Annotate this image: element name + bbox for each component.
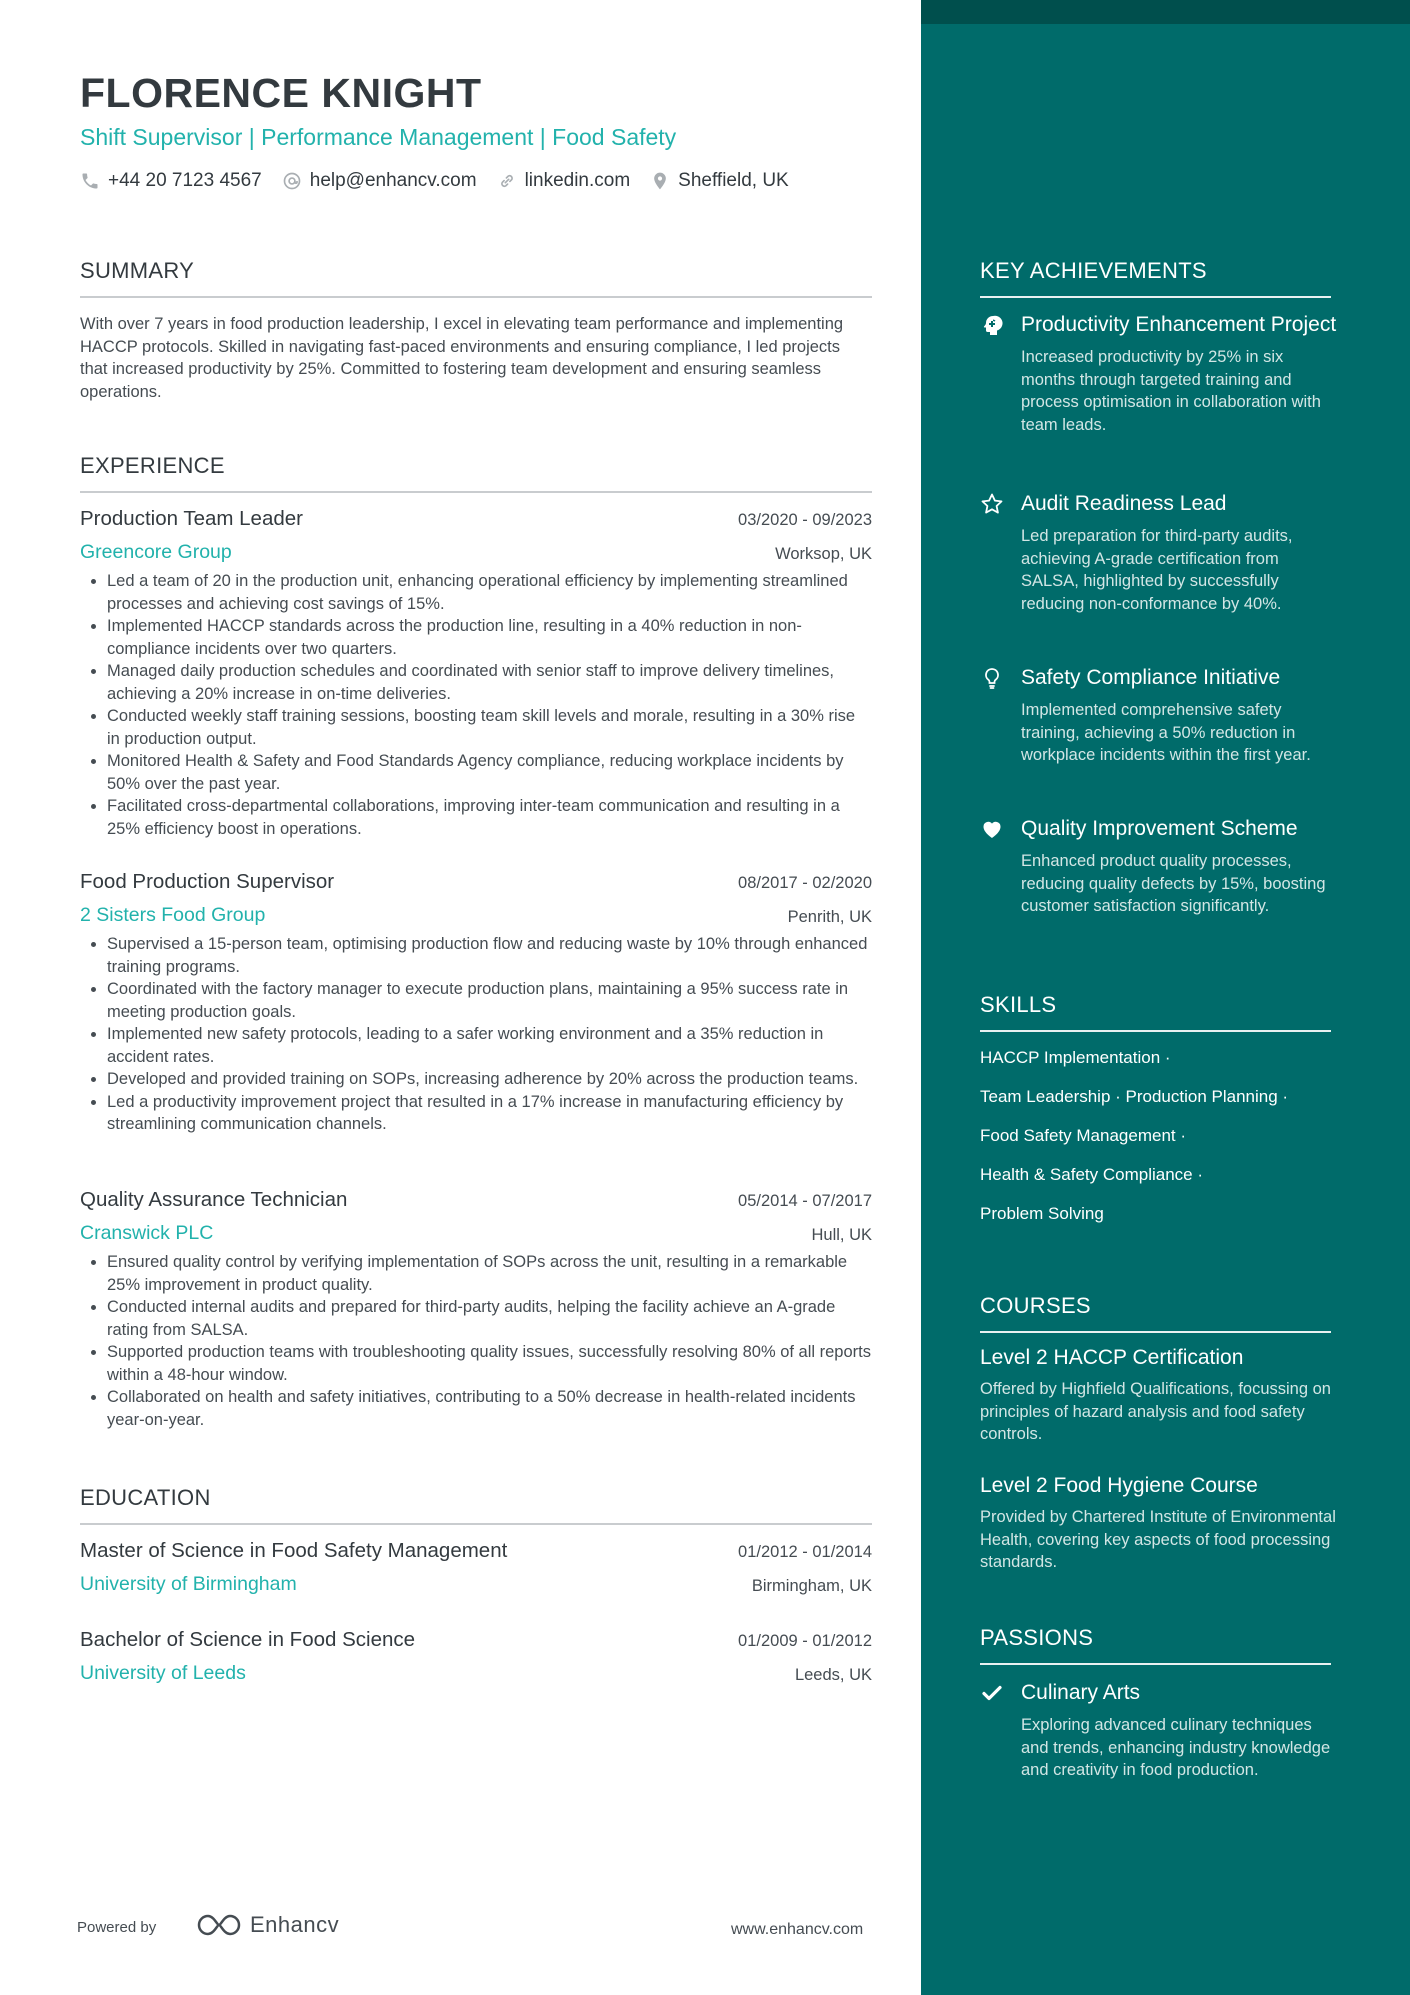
job-bullet: • Managed daily production schedules and coordinated with senior staff to improve delivery timelines, achieving a 20% increase in on-time deliveries.: [107, 660, 872, 705]
job-location: Worksop, UK: [775, 545, 872, 563]
job-bullet: • Supported production teams with troubleshooting quality issues, successfully resolving 80% of all reports within a 48-hour window.: [107, 1341, 872, 1386]
job-bullet: • Coordinated with the factory manager to execute production plans, maintaining a 95% success rate in meeting production goals.: [107, 978, 872, 1023]
job-location: Penrith, UK: [787, 908, 872, 926]
headline: Shift Supervisor | Performance Management | Food Safety: [80, 124, 677, 150]
education-entry: [80, 1628, 872, 1685]
passion-item: [980, 1679, 1340, 1782]
job-bullet: • Developed and provided training on SOPs, increasing adherence by 20% across the production teams.: [107, 1068, 872, 1091]
contact-bar: [80, 170, 809, 192]
education-date: 01/2012 - 01/2014: [738, 1543, 872, 1561]
location-text: Sheffield, UK: [678, 170, 789, 191]
job-title: Production Team Leader: [80, 507, 303, 530]
achievement-title: Productivity Enhancement Project: [1021, 313, 1337, 336]
education-divider: [80, 1523, 872, 1525]
achievement-title: Audit Readiness Lead: [1021, 492, 1227, 515]
job-bullets: [80, 933, 872, 1136]
enhancv-logo[interactable]: [196, 1912, 339, 1938]
link-icon: [497, 171, 517, 191]
achievement-title: Quality Improvement Scheme: [1021, 817, 1298, 840]
skills-heading: SKILLS: [980, 992, 1057, 1017]
skill-item: HACCP Implementation ·: [980, 1048, 1171, 1067]
skills-divider: [980, 1030, 1331, 1032]
contact-phone[interactable]: [80, 170, 262, 192]
job-bullet: • Conducted weekly staff training sessions, boosting team skill levels and morale, resulting in a 30% rise in production output.: [107, 705, 872, 750]
education-heading: EDUCATION: [80, 1485, 211, 1510]
course-title: Level 2 HACCP Certification: [980, 1346, 1244, 1369]
summary-text: With over 7 years in food production leadership, I excel in elevating team performance and implementing HACCP protocols. Skilled in navigating fast-paced environments and ensuring compliance, I led projects that increased productivity by 25%. Committed to fostering team development and ensuring seamless operations.: [80, 315, 844, 401]
job-date: 05/2014 - 07/2017: [738, 1192, 872, 1210]
skill-item: Team Leadership · Production Planning ·: [980, 1087, 1289, 1106]
job-bullets: [80, 570, 872, 840]
job-company[interactable]: 2 Sisters Food Group: [80, 904, 266, 926]
job-bullets: [80, 1251, 872, 1431]
achievement-desc: Led preparation for third-party audits, achieving A-grade certification from SALSA, highlighted by successfully reducing non-conformance by 40%.: [1021, 527, 1293, 613]
sidebar-top-band: [921, 0, 1410, 24]
job-company[interactable]: Greencore Group: [80, 541, 232, 563]
skill-item: Health & Safety Compliance ·: [980, 1165, 1203, 1184]
course-desc: Provided by Chartered Institute of Environmental Health, covering key aspects of food processing standards.: [980, 1508, 1336, 1571]
courses-divider: [980, 1331, 1331, 1333]
sidebar: [921, 0, 1410, 1995]
job-bullet: • Led a productivity improvement project that resulted in a 17% increase in manufacturing efficiency by streamlining communication channels.: [107, 1091, 872, 1136]
school-location: Leeds, UK: [794, 1666, 872, 1684]
candidate-name: FLORENCE KNIGHT: [80, 70, 482, 116]
course-item: [980, 1346, 1340, 1446]
job-bullet: • Facilitated cross-departmental collaborations, improving inter-team communication and resulting in a 25% efficiency boost in operations.: [107, 795, 872, 840]
job-bullet: • Collaborated on health and safety initiatives, contributing to a 50% decrease in health-related incidents year-on-year.: [107, 1386, 872, 1431]
course-desc: Offered by Highfield Qualifications, focussing on principles of hazard analysis and food safety controls.: [980, 1380, 1331, 1443]
experience-heading: EXPERIENCE: [80, 453, 225, 478]
summary-heading: SUMMARY: [80, 258, 195, 283]
job-bullet: • Supervised a 15-person team, optimising production flow and reducing waste by 10% through enhanced training programs.: [107, 933, 872, 978]
heart-icon: [980, 817, 1004, 841]
job-bullet: • Ensured quality control by verifying implementation of SOPs across the unit, resulting in a remarkable 25% improvement in product quality.: [107, 1251, 872, 1296]
contact-email[interactable]: [282, 170, 477, 192]
phone-icon: [80, 171, 100, 191]
achievement-item: [980, 490, 1340, 615]
skill-item: Problem Solving: [980, 1204, 1104, 1223]
job-entry: [80, 870, 872, 1136]
job-entry: [80, 507, 872, 840]
school-name[interactable]: University of Leeds: [80, 1662, 246, 1684]
course-title: Level 2 Food Hygiene Course: [980, 1474, 1258, 1497]
achievement-desc: Implemented comprehensive safety training, achieving a 50% reduction in workplace incidents within the first year.: [1021, 701, 1311, 764]
achievement-item: [980, 311, 1340, 436]
passions-heading: PASSIONS: [980, 1625, 1094, 1650]
footer-powered-by: Powered by: [77, 1919, 157, 1936]
email-text: help@enhancv.com: [309, 170, 477, 191]
passion-desc: Exploring advanced culinary techniques and trends, enhancing industry knowledge and creativity in food production.: [1021, 1716, 1331, 1779]
job-bullet: • Led a team of 20 in the production unit, enhancing operational efficiency by implementing streamlined processes and achieving cost savings of 15%.: [107, 570, 872, 615]
job-date: 03/2020 - 09/2023: [738, 511, 872, 529]
footer-website[interactable]: www.enhancv.com: [731, 1921, 864, 1938]
lightbulb-icon: [980, 666, 1004, 690]
job-date: 08/2017 - 02/2020: [738, 874, 872, 892]
achievements-heading: KEY ACHIEVEMENTS: [980, 258, 1207, 283]
job-bullet: • Monitored Health & Safety and Food Standards Agency compliance, reducing workplace incidents by 50% over the past year.: [107, 750, 872, 795]
course-item: [980, 1474, 1340, 1574]
location-icon: [650, 171, 670, 191]
brain-icon: [980, 313, 1004, 337]
achievement-desc: Increased productivity by 25% in six months through targeted training and process optimisation in collaboration with team leads.: [1021, 348, 1321, 434]
education-entry: [80, 1539, 872, 1596]
achievement-title: Safety Compliance Initiative: [1021, 666, 1281, 689]
job-company[interactable]: Cranswick PLC: [80, 1222, 214, 1244]
star-icon: [980, 492, 1004, 516]
summary-divider: [80, 296, 872, 298]
skill-item: Food Safety Management ·: [980, 1126, 1187, 1145]
degree-title: Bachelor of Science in Food Science: [80, 1628, 416, 1651]
passions-divider: [980, 1663, 1331, 1665]
job-title: Quality Assurance Technician: [80, 1188, 348, 1211]
job-bullet: • Implemented new safety protocols, leading to a safer working environment and a 35% reduction in accident rates.: [107, 1023, 872, 1068]
achievement-item: [980, 664, 1340, 767]
enhancv-logo-text: Enhancv: [250, 1912, 340, 1937]
education-date: 01/2009 - 01/2012: [738, 1632, 872, 1650]
school-name[interactable]: University of Birmingham: [80, 1573, 297, 1595]
contact-location: [650, 170, 789, 192]
achievement-desc: Enhanced product quality processes, reducing quality defects by 15%, boosting customer satisfaction significantly.: [1021, 852, 1326, 915]
phone-text: +44 20 7123 4567: [108, 170, 262, 191]
passion-title: Culinary Arts: [1021, 1681, 1141, 1704]
job-location: Hull, UK: [811, 1226, 872, 1244]
check-icon: [980, 1681, 1004, 1705]
courses-heading: COURSES: [980, 1293, 1091, 1318]
experience-divider: [80, 491, 872, 493]
achievements-divider: [980, 296, 1331, 298]
job-bullet: • Conducted internal audits and prepared for third-party audits, helping the facility achieve an A-grade rating from SALSA.: [107, 1296, 872, 1341]
linkedin-text: linkedin.com: [524, 170, 631, 191]
job-bullet: • Implemented HACCP standards across the production line, resulting in a 40% reduction in non-compliance incidents over two quarters.: [107, 615, 872, 660]
job-entry: [80, 1188, 872, 1431]
contact-linkedin[interactable]: [497, 170, 631, 192]
degree-title: Master of Science in Food Safety Management: [80, 1539, 508, 1562]
at-icon: [282, 171, 302, 191]
school-location: Birmingham, UK: [751, 1577, 872, 1595]
job-title: Food Production Supervisor: [80, 870, 335, 893]
enhancv-logo-icon: [196, 1912, 242, 1938]
achievement-item: [980, 815, 1340, 918]
